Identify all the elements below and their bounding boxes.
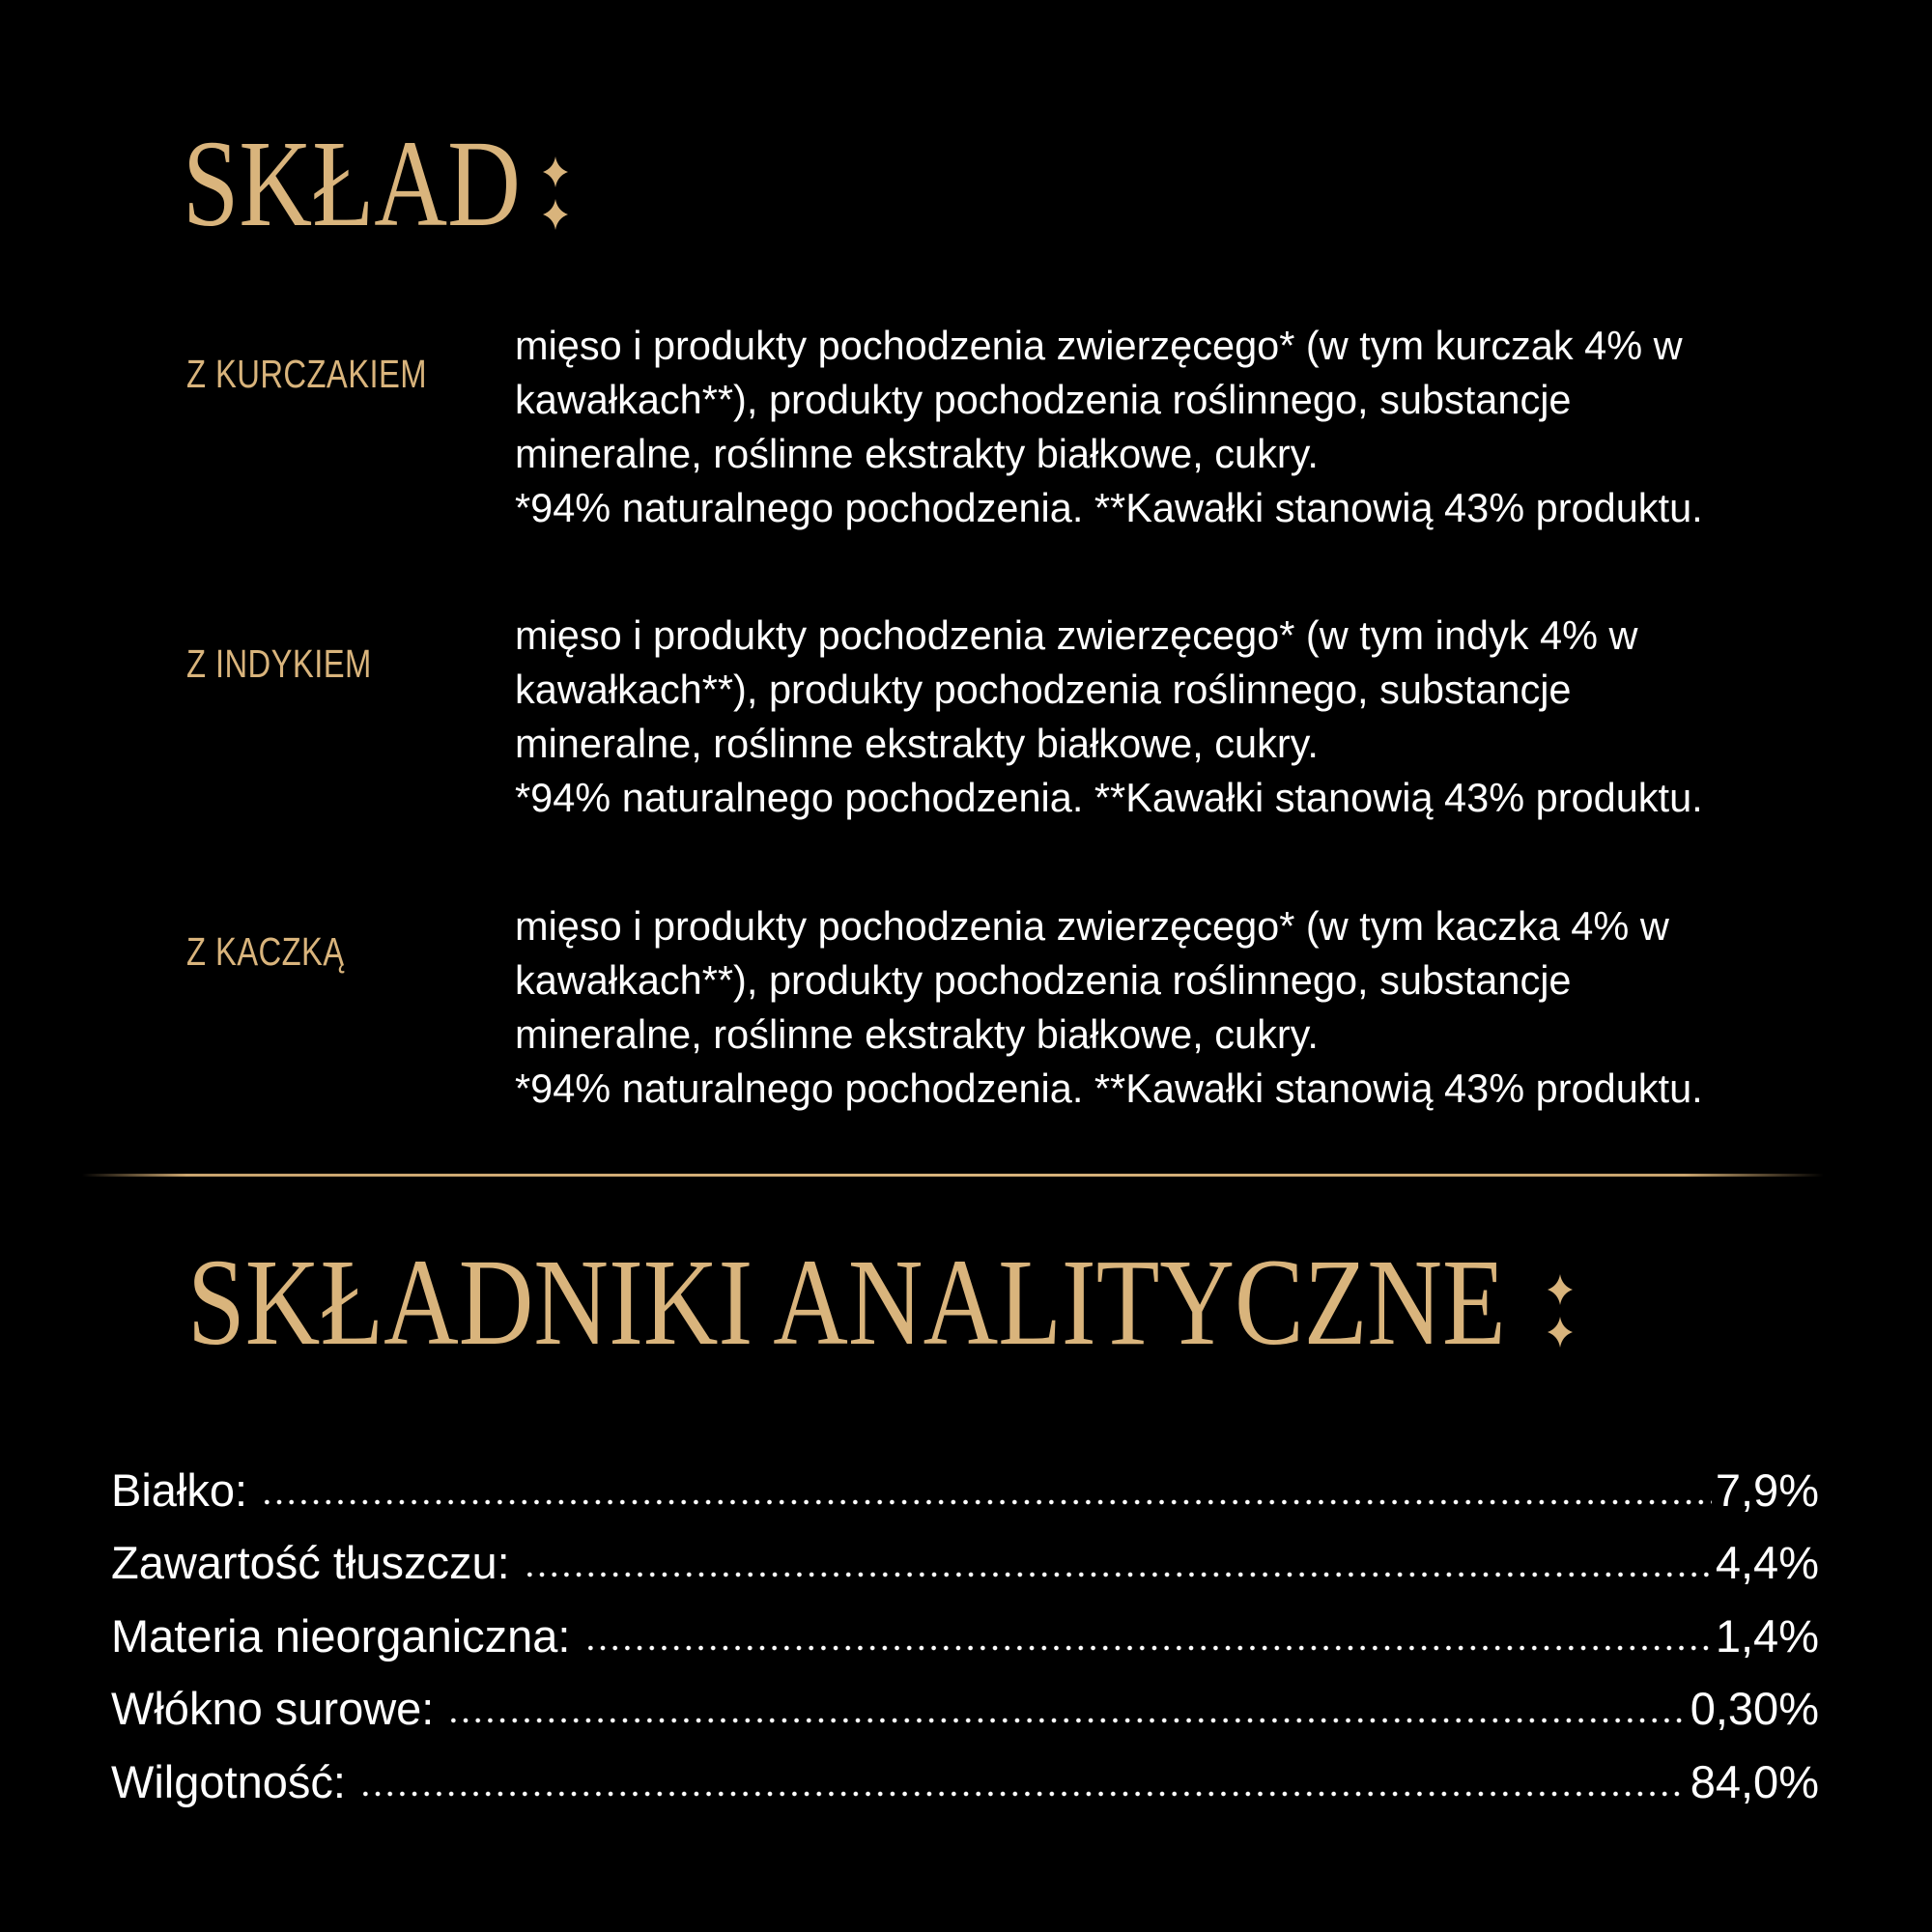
dot-leader bbox=[261, 1498, 1712, 1506]
analytical-value: 7,9% bbox=[1715, 1463, 1819, 1516]
star-colon-icon bbox=[1548, 1274, 1573, 1348]
analytical-constituents-list bbox=[111, 1444, 1819, 1809]
dot-leader bbox=[524, 1571, 1712, 1578]
analytical-row bbox=[111, 1590, 1819, 1663]
dot-leader bbox=[584, 1644, 1712, 1652]
analytical-label: Wilgotność: bbox=[111, 1755, 346, 1807]
variant-label: Z KURCZAKIEM bbox=[186, 352, 427, 396]
variant-ingredients bbox=[515, 609, 1703, 825]
star-colon-icon bbox=[543, 156, 568, 230]
ingredients-line: mineralne, roślinne ekstrakty białkowe, cukry. bbox=[515, 1011, 1319, 1057]
analytical-label: Materia nieorganiczna: bbox=[111, 1609, 571, 1662]
ingredients-line: kawałkach**), produkty pochodzenia roślinnego, substancje bbox=[515, 667, 1572, 712]
analytical-value: 4,4% bbox=[1715, 1537, 1819, 1588]
analytical-label: Białko: bbox=[111, 1463, 248, 1516]
analytical-heading bbox=[187, 1234, 1506, 1371]
analytical-row bbox=[111, 1518, 1819, 1591]
analytical-value: 84,0% bbox=[1690, 1755, 1819, 1807]
analytical-label: Włókno surowe: bbox=[111, 1683, 435, 1734]
analytical-row bbox=[111, 1736, 1819, 1809]
ingredients-footnote: *94% naturalnego pochodzenia. **Kawałki stanowią 43% produktu. bbox=[515, 775, 1703, 820]
dot-leader bbox=[359, 1790, 1687, 1798]
ingredients-line: mięso i produkty pochodzenia zwierzęcego* (w tym kurczak 4% w bbox=[515, 323, 1683, 368]
composition-heading bbox=[183, 115, 521, 252]
variant-ingredients bbox=[515, 319, 1703, 535]
ingredients-line: mięso i produkty pochodzenia zwierzęcego* (w tym kaczka 4% w bbox=[515, 903, 1669, 949]
ingredients-line: kawałkach**), produkty pochodzenia roślinnego, substancje bbox=[515, 957, 1572, 1003]
ingredients-line: kawałkach**), produkty pochodzenia roślinnego, substancje bbox=[515, 377, 1572, 422]
ingredients-line: mineralne, roślinne ekstrakty białkowe, cukry. bbox=[515, 431, 1319, 476]
ingredients-footnote: *94% naturalnego pochodzenia. **Kawałki stanowią 43% produktu. bbox=[515, 1065, 1703, 1111]
analytical-value: 0,30% bbox=[1690, 1683, 1819, 1734]
ingredients-line: mineralne, roślinne ekstrakty białkowe, cukry. bbox=[515, 721, 1319, 766]
gold-divider bbox=[82, 1174, 1824, 1177]
analytical-value: 1,4% bbox=[1715, 1609, 1819, 1662]
variant-label: Z INDYKIEM bbox=[186, 641, 372, 686]
analytical-label: Zawartość tłuszczu: bbox=[111, 1537, 510, 1588]
ingredients-footnote: *94% naturalnego pochodzenia. **Kawałki stanowią 43% produktu. bbox=[515, 485, 1703, 530]
analytical-heading-text: SKŁADNIKI ANALITYCZNE bbox=[187, 1234, 1506, 1371]
dot-leader bbox=[447, 1717, 1686, 1724]
composition-heading-text: SKŁAD bbox=[183, 115, 521, 252]
analytical-row bbox=[111, 1444, 1819, 1518]
ingredients-line: mięso i produkty pochodzenia zwierzęcego* (w tym indyk 4% w bbox=[515, 612, 1638, 658]
variant-label: Z KACZKĄ bbox=[186, 929, 345, 974]
variant-ingredients bbox=[515, 899, 1703, 1116]
analytical-row bbox=[111, 1663, 1819, 1737]
